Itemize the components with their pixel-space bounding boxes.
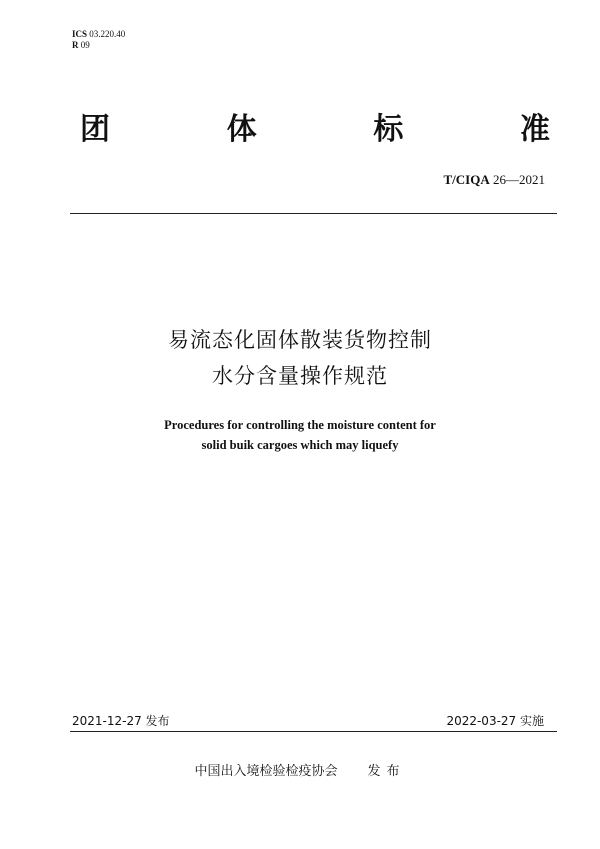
standard-number-prefix: T/CIQA xyxy=(443,172,490,187)
title-english-line-2: solid buik cargoes which may liquefy xyxy=(201,438,399,452)
standard-type-heading xyxy=(80,110,550,150)
ics-code: 03.220.40 xyxy=(89,29,126,39)
standard-type-char: 团 xyxy=(80,112,110,147)
standard-type-char: 标 xyxy=(373,112,404,147)
ccs-code: 09 xyxy=(80,40,90,50)
ics-classification xyxy=(72,29,125,40)
top-divider xyxy=(70,213,557,214)
publish-label: 发布 xyxy=(367,764,406,779)
bottom-divider xyxy=(70,731,557,732)
title-english-line-1: Procedures for controlling the moisture content for xyxy=(164,418,436,432)
ccs-classification xyxy=(72,40,90,51)
title-chinese-line-1: 易流态化固体散装货物控制 xyxy=(168,328,432,352)
standard-number xyxy=(444,172,545,188)
standard-type-char: 体 xyxy=(226,112,257,147)
ics-label: ICS xyxy=(72,29,88,39)
title-chinese-line-2: 水分含量操作规范 xyxy=(212,364,388,388)
standard-type-char: 准 xyxy=(519,112,550,147)
publisher-name: 中国出入境检验检疫协会 xyxy=(194,764,338,779)
issue-date: 2021-12-27 发布 xyxy=(72,714,170,728)
ccs-label: R xyxy=(72,40,79,50)
publisher-line xyxy=(0,763,600,781)
standard-number-value: 26—2021 xyxy=(493,172,545,187)
implementation-date: 2022-03-27 实施 xyxy=(446,714,544,728)
